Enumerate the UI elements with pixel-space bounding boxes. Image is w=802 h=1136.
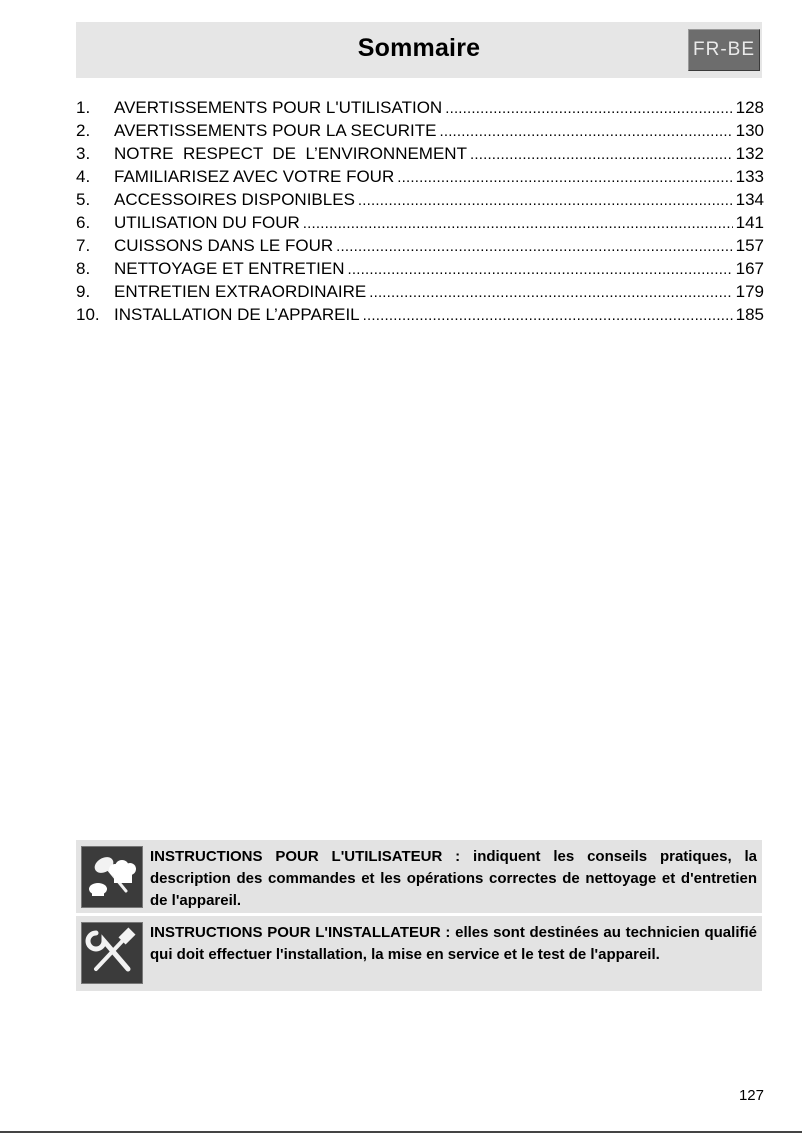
toc-entry[interactable] [76, 165, 764, 188]
toc-title: FAMILIARISEZ AVEC VOTRE FOUR [114, 167, 395, 186]
toc-leader-dots [347, 257, 732, 281]
toc-entry[interactable] [76, 211, 764, 234]
toc-title: INSTALLATION DE L’APPAREIL [114, 305, 360, 324]
toc-page-number: 185 [735, 305, 764, 324]
toc-leader-dots [358, 188, 733, 212]
toc-title: NETTOYAGE ET ENTRETIEN [114, 259, 345, 278]
toc-leader-dots [303, 211, 733, 235]
toc-number: 10. [76, 305, 100, 324]
table-of-contents [76, 96, 764, 326]
toc-entry[interactable] [76, 188, 764, 211]
page-number: 127 [738, 1087, 764, 1104]
toc-title: ENTRETIEN EXTRAORDINAIRE [114, 282, 367, 301]
toc-leader-dots [470, 142, 733, 166]
header-bar [76, 22, 762, 78]
toc-number: 4. [76, 167, 91, 186]
toc-number: 1. [76, 98, 91, 117]
toc-title: ACCESSOIRES DISPONIBLES [114, 190, 355, 209]
toc-entry[interactable] [76, 303, 764, 326]
toc-page-number: 133 [735, 167, 764, 186]
toc-title: AVERTISSEMENTS POUR LA SECURITE [114, 121, 437, 140]
toc-title: NOTRE RESPECT DE L’ENVIRONNEMENT [114, 144, 467, 163]
toc-leader-dots [445, 96, 732, 120]
toc-number: 7. [76, 236, 91, 255]
toc-title: UTILISATION DU FOUR [114, 213, 300, 232]
wrench-screwdriver-icon [81, 922, 143, 984]
toc-page-number: 167 [735, 259, 764, 278]
toc-number: 5. [76, 190, 91, 209]
toc-title: AVERTISSEMENTS POUR L'UTILISATION [114, 98, 443, 117]
installer-instructions-note [76, 916, 762, 991]
page-title: Sommaire [357, 34, 481, 62]
toc-page-number: 134 [735, 190, 764, 209]
toc-entry[interactable] [76, 142, 764, 165]
toc-leader-dots [363, 303, 733, 327]
footer-divider [0, 1131, 802, 1133]
toc-title: CUISSONS DANS LE FOUR [114, 236, 334, 255]
toc-page-number: 179 [735, 282, 764, 301]
toc-entry[interactable] [76, 280, 764, 303]
toc-entry[interactable] [76, 234, 764, 257]
toc-number: 2. [76, 121, 91, 140]
toc-leader-dots [336, 234, 732, 258]
toc-leader-dots [439, 119, 732, 143]
toc-page-number: 157 [735, 236, 764, 255]
toc-leader-dots [397, 165, 732, 189]
language-badge: FR-BE [688, 29, 760, 71]
toc-number: 8. [76, 259, 91, 278]
toc-number: 6. [76, 213, 91, 232]
toc-page-number: 141 [735, 213, 764, 232]
toc-page-number: 128 [735, 98, 764, 117]
toc-page-number: 130 [735, 121, 764, 140]
toc-number: 3. [76, 144, 91, 163]
toc-leader-dots [369, 280, 732, 304]
toc-number: 9. [76, 282, 91, 301]
toc-entry[interactable] [76, 119, 764, 142]
user-instructions-text: INSTRUCTIONS POUR L'UTILISATEUR : indiquent les conseils pratiques, la description des commandes et les opérations correctes de nettoyage et d'entretien de l'appareil. [150, 848, 757, 909]
toc-entry[interactable] [76, 96, 764, 119]
installer-instructions-text: INSTRUCTIONS POUR L'INSTALLATEUR : elles sont destinées au technicien qualifié qui doit effectuer l'installation, la mise en service et le test de l'appareil. [150, 924, 757, 963]
toc-page-number: 132 [735, 144, 764, 163]
chef-spoon-icon [81, 846, 143, 908]
toc-entry[interactable] [76, 257, 764, 280]
user-instructions-note [76, 840, 762, 913]
